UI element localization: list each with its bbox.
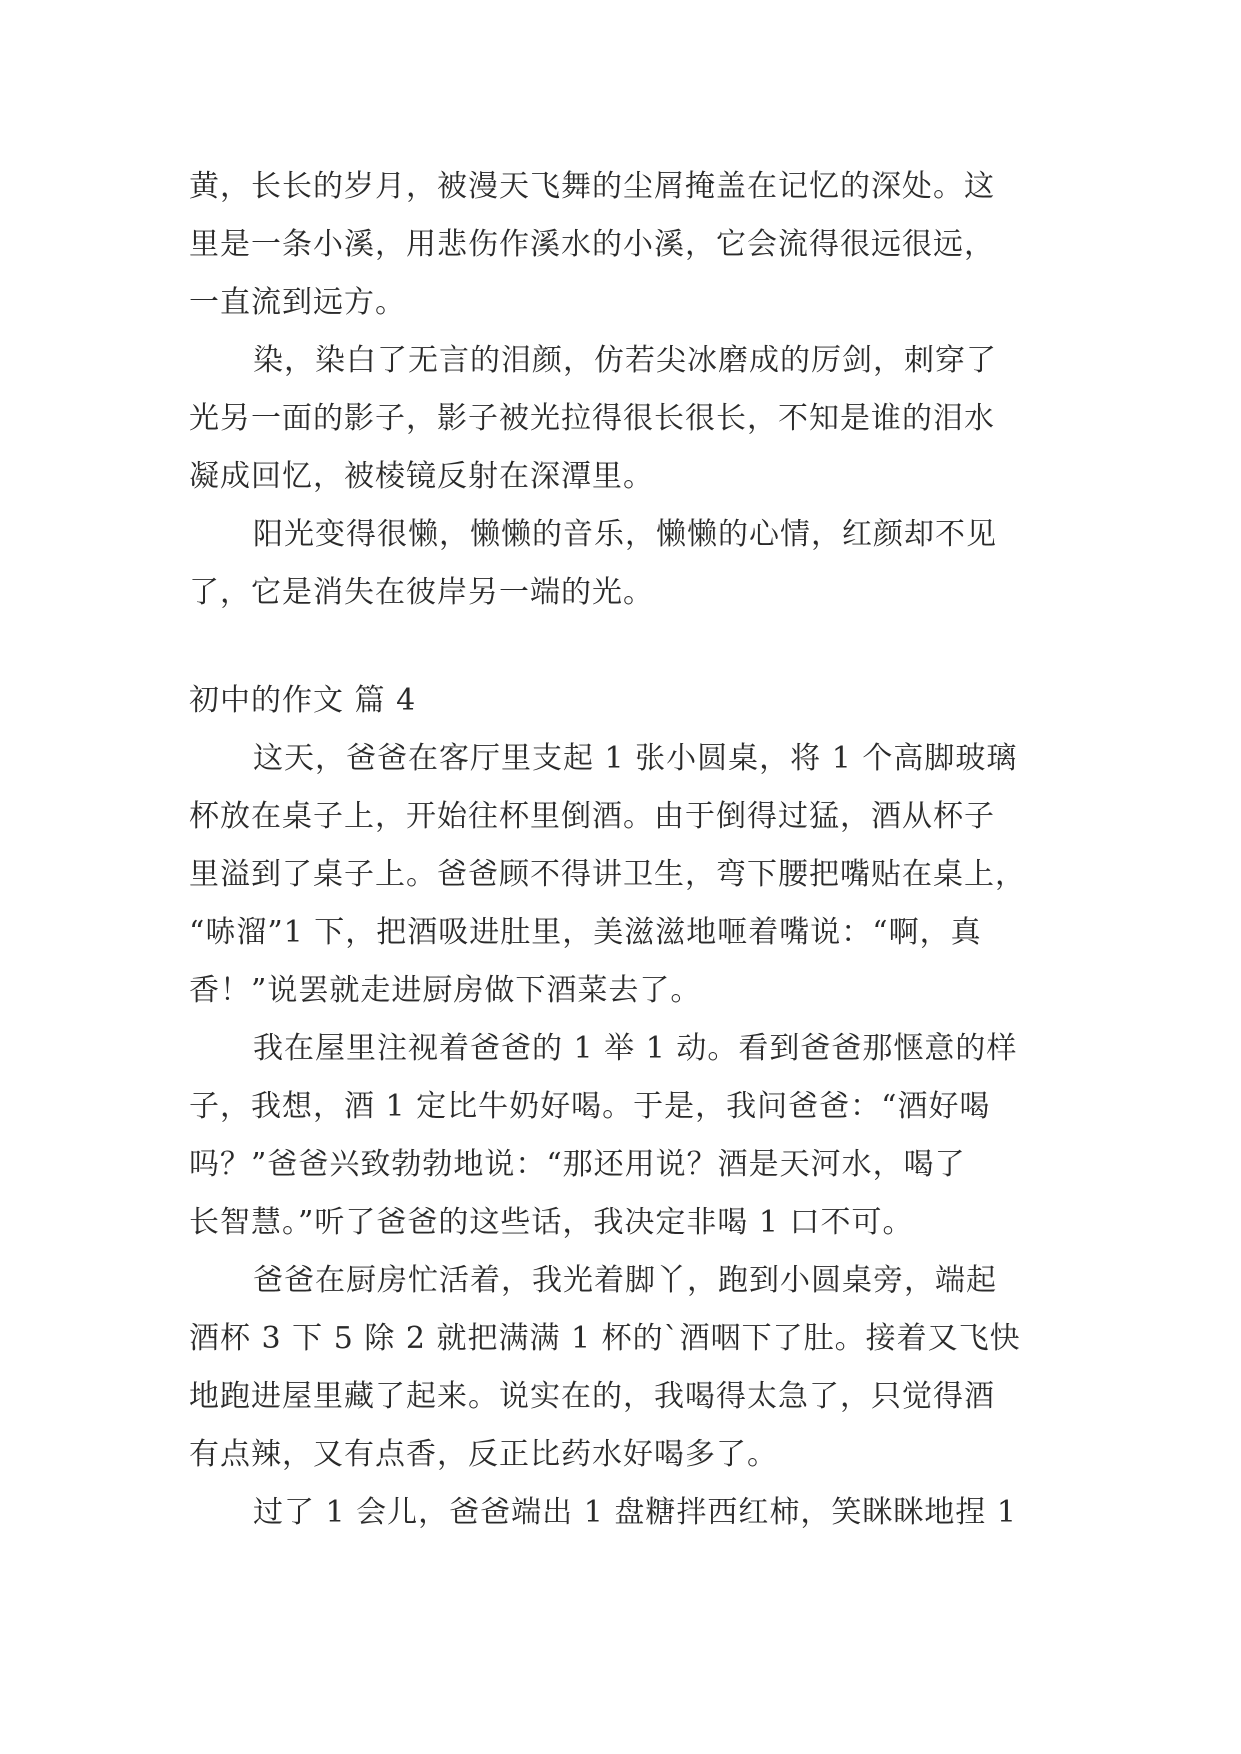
- document-body: [189, 158, 1059, 1542]
- paragraph: [189, 332, 1059, 506]
- text-line: 子，我想，酒 1 定比牛奶好喝。于是，我问爸爸：“酒好喝: [189, 1089, 991, 1124]
- text-line: 酒杯 3 下 5 除 2 就把满满 1 杯的`酒咽下了肚。接着又飞快: [189, 1321, 1021, 1356]
- text-line: 长智慧。”听了爸爸的这些话，我决定非喝 1 口不可。: [189, 1205, 914, 1240]
- text-line: 一直流到远方。: [189, 285, 406, 320]
- text-line: 了，它是消失在彼岸另一端的光。: [189, 575, 654, 610]
- text-line: 凝成回忆，被棱镜反射在深潭里。: [189, 459, 654, 494]
- text-line: 爸爸在厨房忙活着，我光着脚丫，跑到小圆桌旁，端起: [253, 1263, 997, 1298]
- text-line: 里溢到了桌子上。爸爸顾不得讲卫生，弯下腰把嘴贴在桌上，: [189, 857, 1026, 892]
- section-gap: [189, 622, 1059, 672]
- text-line: 这天，爸爸在客厅里支起 1 张小圆桌，将 1 个高脚玻璃: [253, 741, 1018, 776]
- paragraph: [189, 1484, 1059, 1542]
- text-line: 光另一面的影子，影子被光拉得很长很长，不知是谁的泪水: [189, 401, 995, 436]
- paragraph: [189, 730, 1059, 1020]
- text-line: “哧溜”1 下，把酒吸进肚里，美滋滋地咂着嘴说：“啊，真: [189, 915, 982, 950]
- text-line: 吗？”爸爸兴致勃勃地说：“那还用说？酒是天河水，喝了: [189, 1147, 966, 1182]
- paragraph: [189, 1020, 1059, 1252]
- text-line: 地跑进屋里藏了起来。说实在的，我喝得太急了，只觉得酒: [189, 1379, 995, 1414]
- text-line: 过了 1 会儿，爸爸端出 1 盘糖拌西红柿，笑眯眯地捏 1: [253, 1495, 1017, 1530]
- text-line: 我在屋里注视着爸爸的 1 举 1 动。看到爸爸那惬意的样: [253, 1031, 1018, 1066]
- text-line: 阳光变得很懒，懒懒的音乐，懒懒的心情，红颜却不见: [253, 517, 997, 552]
- text-line: 香！”说罢就走进厨房做下酒菜去了。: [189, 973, 702, 1008]
- text-line: 杯放在桌子上，开始往杯里倒酒。由于倒得过猛，酒从杯子: [189, 799, 995, 834]
- text-line: 里是一条小溪，用悲伤作溪水的小溪，它会流得很远很远，: [189, 227, 995, 262]
- paragraph: [189, 506, 1059, 622]
- section-heading: 初中的作文 篇 4: [189, 683, 417, 718]
- paragraph: [189, 158, 1059, 332]
- paragraph: [189, 1252, 1059, 1484]
- text-line: 黄，长长的岁月，被漫天飞舞的尘屑掩盖在记忆的深处。这: [189, 169, 995, 204]
- text-line: 染，染白了无言的泪颜，仿若尖冰磨成的厉剑，刺穿了: [253, 343, 997, 378]
- text-line: 有点辣，又有点香，反正比药水好喝多了。: [189, 1437, 778, 1472]
